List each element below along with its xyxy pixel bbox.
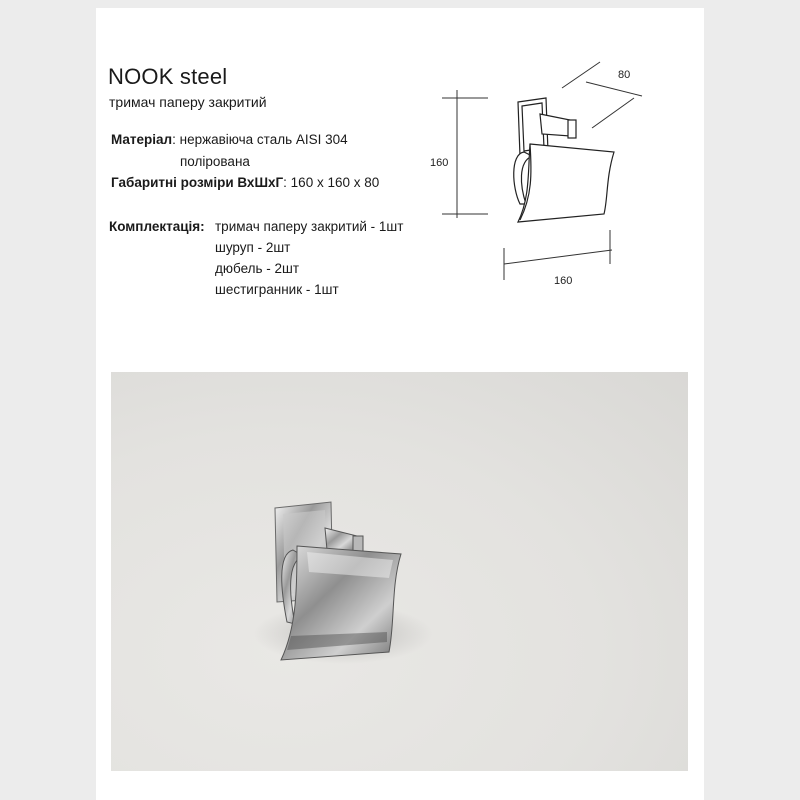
kit-label <box>109 219 205 234</box>
material-finish: полірована <box>180 154 250 169</box>
material-value: : нержавіюча сталь AISI 304 <box>172 132 348 147</box>
product-photo <box>111 372 688 771</box>
height-label: 160 <box>430 157 449 169</box>
holder-outline <box>514 98 614 222</box>
kit-item: шуруп - 2шт <box>215 240 291 255</box>
technical-drawing <box>420 58 660 298</box>
dimensions-value: : 160 х 160 х 80 <box>283 175 380 190</box>
material-label: Матеріал <box>111 132 173 147</box>
kit-item: дюбель - 2шт <box>215 261 300 276</box>
dimensions-label: Габаритні розміри ВхШхГ <box>111 175 284 190</box>
dimensions-row <box>111 175 379 190</box>
kit-item: шестигранник - 1шт <box>215 282 339 297</box>
material-row <box>111 132 348 147</box>
kit-label-text: Комплектація: <box>109 219 205 234</box>
width-dimension-line <box>504 250 612 264</box>
depth-dimension-line <box>586 82 642 96</box>
depth-label: 80 <box>618 69 631 81</box>
product-subtitle: тримач паперу закритий <box>109 94 267 110</box>
width-label: 160 <box>554 275 573 287</box>
holder-photo-illustration <box>111 372 688 771</box>
product-title: NOOK steel <box>108 64 228 89</box>
depth-extension-bottom <box>592 98 634 128</box>
kit-item: тримач паперу закритий - 1шт <box>215 219 404 234</box>
